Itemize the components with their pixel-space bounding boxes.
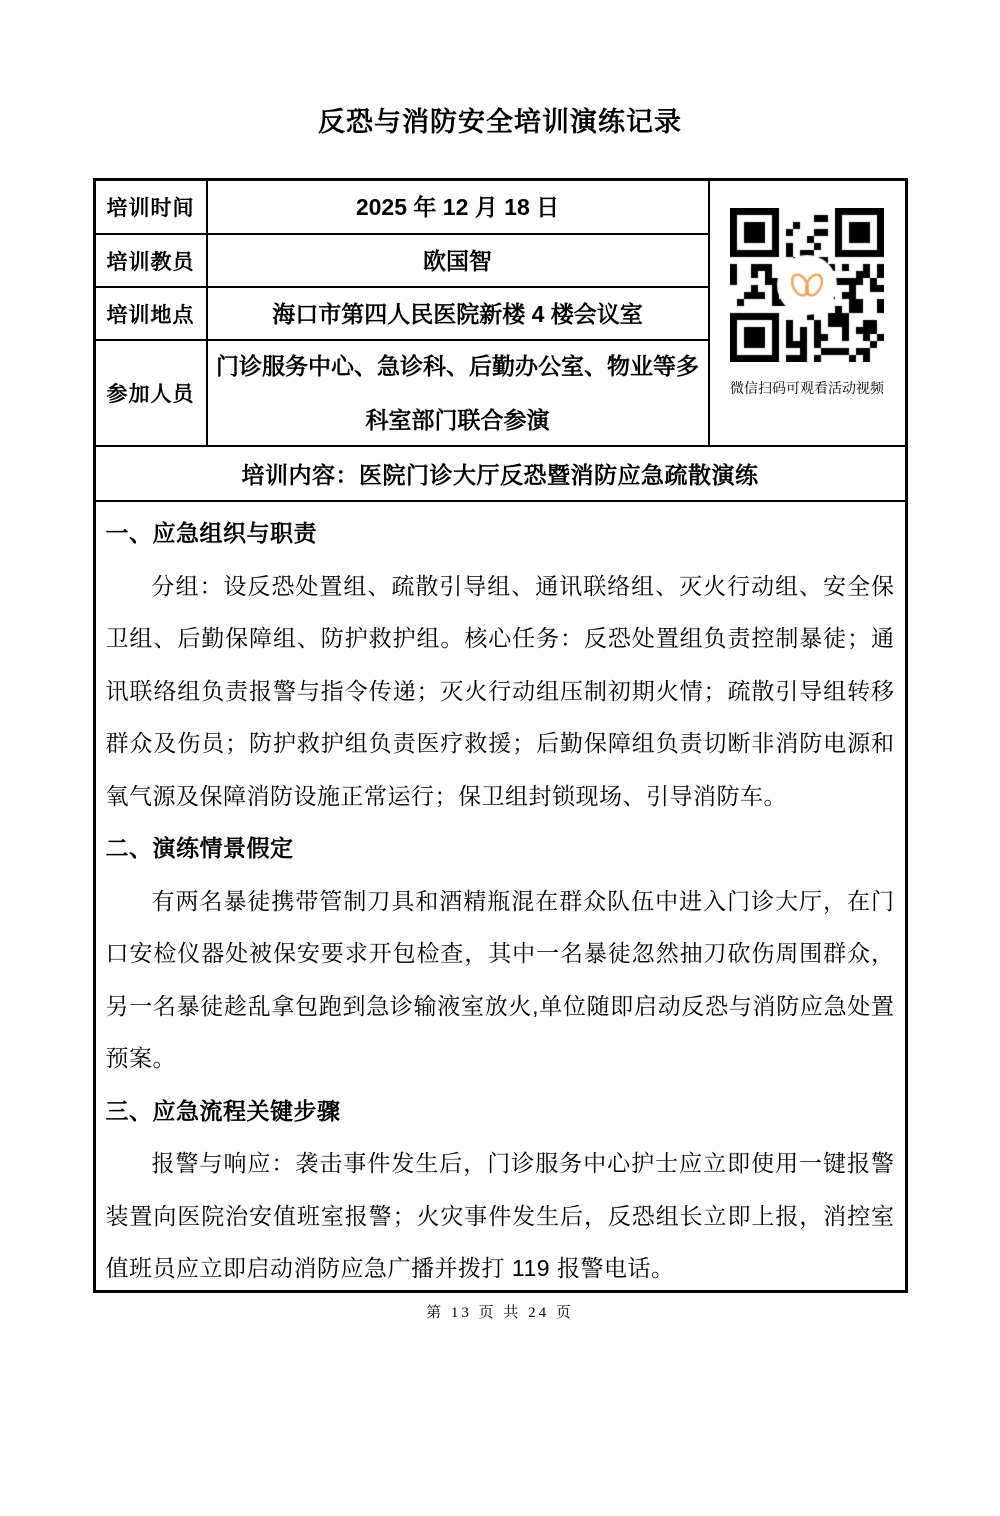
qr-caption: 微信扫码可观看活动视频 [730,382,884,397]
section-heading: 一、应急组织与职责 [105,520,317,546]
training-content-body [96,502,905,1290]
qr-code-cell [710,181,905,445]
section-paragraph: 分组：设反恐处置组、疏散引导组、通讯联络组、灭火行动组、安全保卫组、后勤保障组、防护救护组。核心任务：反恐处置组负责控制暴徒；通讯联络组负责报警与指令传递；灭火行动组压制初期火情；疏散引导组转移群众及伤员；防护救护组负责医疗救援；后勤保障组负责切断非消防电源和氧气源及保障消防设施正常运行；保卫组封锁现场、引导消防车。 [105,572,895,809]
section-heading: 二、演练情景假定 [105,835,294,861]
page-number: 第 13 页 共 24 页 [426,1305,574,1321]
label-training-time: 培训时间 [96,181,206,233]
section-paragraph: 有两名暴徒携带管制刀具和酒精瓶混在群众队伍中进入门诊大厅，在门口安检仪器处被保安要求开包检查，其中一名暴徒忽然抽刀砍伤周围群众，另一名暴徒趁乱拿包跑到急诊输液室放火,单位随即启动反恐与消防应急处置预案。 [105,887,895,1071]
section-paragraph: 报警与响应：袭击事件发生后，门诊服务中心护士应立即使用一键报警装置向医院治安值班室报警；火灾事件发生后，反恐组长立即上报，消控室值班员应立即启动消防应急广播并拨打 119 报警电话。 [105,1150,895,1281]
value-trainer: 欧国智 [208,235,708,286]
label-participants: 参加人员 [96,341,206,445]
value-training-time: 2025 年 12 月 18 日 [208,181,708,233]
wechat-qr-code [730,208,884,362]
training-content-header: 培训内容：医院门诊大厅反恐暨消防应急疏散演练 [96,447,905,500]
section-heading: 三、应急流程关键步骤 [105,1097,341,1124]
label-trainer: 培训教员 [96,235,206,286]
page-title: 反恐与消防安全培训演练记录 [318,107,682,137]
value-participants: 门诊服务中心、急诊科、后勤办公室、物业等多科室部门联合参演 [208,341,708,445]
training-record-table [93,178,908,1293]
label-location: 培训地点 [96,288,206,339]
value-location: 海口市第四人民医院新楼 4 楼会议室 [208,288,708,339]
